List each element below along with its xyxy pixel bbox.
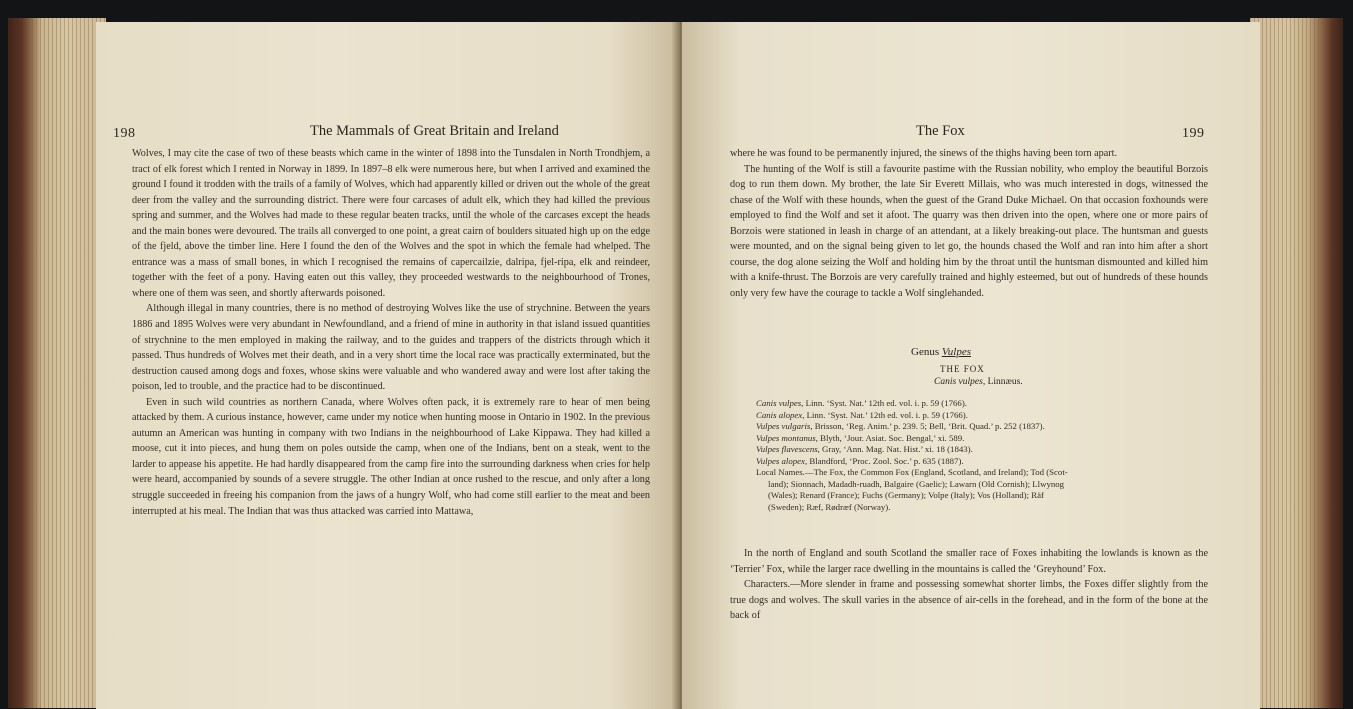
left-paragraph-2: Although illegal in many countries, there is no method of destroying Wolves like the use of strychnine. Between the years 1886 and 1895 Wolves were very abundant in Newfoundland, and a friend of mine in authority in that island issued quantities of strychnine to the men employed in making the railway, and to the guides and trappers of the districts through which it passed. Thus hundreds of Wolves met their death, and in a very short time the local race was practically exterminated, but the destruction caused among dogs and foxes, whose skins were valuable and who wandered away and were lost after taking the poison, led to trouble, and the practice had to be discontinued.	[132, 303, 650, 393]
synonym-list	[732, 398, 1206, 513]
species-author: , Linnæus.	[982, 377, 1023, 387]
right-running-head: The Fox	[916, 123, 965, 139]
genus-label: Genus	[911, 346, 940, 358]
synonym-name: Vulpes alopex	[756, 455, 805, 466]
right-paragraph-2: The hunting of the Wolf is still a favourite pastime with the Russian nobility, who employ the beautiful Borzois dog to run them down. My brother, the late Sir Everett Millais, who was much interested in dogs, witnessed the chase of the Wolf with these hounds, when the guest of the Grand Duke Michael. On that occasion foxhounds were employed to find the Wolf and set it afoot. The quarry was then driven into the open, where one or more pairs of Borzois were stationed in leash in charge of an attendant, at a likely breaking-out place. The huntsman and guests were mounted, and on the signal being given to let go, the hounds chased the Wolf and ran into him after a short course, the dog alone seizing the Wolf and holding him by the throat until the huntsman dismounted and killed him with a knife-thrust. The Borzois are very carefully trained and highly esteemed, but out of hundreds of these hounds only very few have the courage to tackle a Wolf singlehanded.	[730, 163, 1208, 299]
book-edge-left	[8, 18, 106, 708]
synonym-entry	[732, 410, 1206, 422]
synonym-entry	[732, 444, 1206, 456]
synonym-name: Vulpes flavescens	[756, 444, 818, 454]
right-paragraph-1: where he was found to be permanently injured, the sinews of the thighs having been torn apart.	[730, 148, 1118, 159]
right-page-number: 199	[1182, 126, 1205, 141]
synonym-reference: , Linn. ‘Syst. Nat.’ 12th ed. vol. i. p. 59 (1766).	[802, 409, 968, 420]
local-names-line: Local Names.—The Fox, the Common Fox (England, Scotland, and Ireland); Tod (Scot-	[756, 467, 1068, 477]
species-authority	[934, 377, 1023, 387]
genus-name: Vulpes	[941, 346, 971, 358]
synonym-reference: , Brisson, ‘Reg. Anim.’ p. 239. 5; Bell, ‘Brit. Quad.’ p. 252 (1837).	[810, 421, 1045, 431]
synonym-entry	[732, 456, 1206, 468]
synonym-name: Canis vulpes	[756, 398, 802, 408]
synonym-reference: , Blandford, ‘Proc. Zool. Soc.’ p. 635 (1887).	[804, 455, 964, 466]
left-paragraph-3: Even in such wild countries as northern Canada, where Wolves often pack, it is extremely rare to hear of men being attacked by them. A curious instance, however, came under my notice when hunting moose in Ontario in 1902. In the previous autumn an American was hunting in company with two Indians in the neighbourhood of Lake Kippawa. They had killed a moose, cut it into pieces, and hung them on poles outside the camp, when one of the Indians, bent on a steak, went to the larder to appease his appetite. He had hardly disappeared from the camp fire into the surrounding darkness when cries for help were heard, accompanied by sounds of a severe struggle. The other Indian at once rushed to the rescue, and only after a long struggle succeeded in freeing his companion from the jaws of a hungry Wolf, who had come still earlier to the meat and been interrupted at his meal. The Indian that was thus attacked was carried into Mattawa,	[132, 396, 650, 517]
synonym-entry	[732, 398, 1206, 410]
species-name: Canis vulpes	[934, 377, 983, 387]
synonym-name: Canis alopex	[756, 409, 803, 420]
right-body-text-lower	[730, 546, 1208, 624]
page-stack-right	[1250, 18, 1322, 708]
left-paragraph-1: Wolves, I may cite the case of two of these beasts which came in the winter of 1898 into the Tunsdalen in North Trondhjem, a tract of elk forest which I rented in Norway in 1899. In 1897–8 elk were numerous here, but when I arrived and examined the ground I found it trodden with the trails of a family of Wolves, which had apparently killed or driven out the whole of the great deer from the valley and the surrounding district. There were four carcases of adult elk, which they had killed the previous spring and summer, and the Wolves had made to these regular beaten tracks, until the whole of the carcases except the heads and the main bones were devoured. The trails all converged to one point, a great cairn of boulders situated high up on the edge of the fjeld, above the timber line. Here I found the den of the Wolves and the spot in which the female had whelped. The entrance was a mass of small bones, in which I recognised the remains of capercailzie, dalripa, fjel-ripa, elk and reindeer, together with the feet of a pony. Having eaten out this valley, they proceeded westwards to the neighbourhood of Trones, where one of them was seen, and shortly afterwards poisoned.	[132, 148, 650, 299]
local-names-line: (Wales); Renard (France); Fuchs (Germany); Volpe (Italy); Vos (Holland); Räf	[768, 490, 1044, 500]
right-page	[682, 22, 1260, 709]
synonym-name: Vulpes vulgaris	[756, 421, 811, 431]
left-page-number: 198	[113, 126, 136, 141]
right-paragraph-4: Characters.—More slender in frame and possessing somewhat shorter limbs, the Foxes differ slightly from the true dogs and wolves. The skull varies in the absence of air-cells in the forehead, and in the form of the bone at the back of	[730, 579, 1208, 622]
synonym-reference: , Blyth, ‘Jour. Asiat. Soc. Bengal,’ xi. 589.	[815, 432, 965, 443]
left-body-text	[132, 146, 650, 519]
genus-heading	[911, 346, 971, 358]
synonym-reference: , Linn. ‘Syst. Nat.’ 12th ed. vol. i. p. 59 (1766).	[801, 398, 967, 408]
local-names-line: (Sweden); Ræf, Rødræf (Norway).	[768, 501, 891, 512]
synonym-entry	[732, 421, 1206, 433]
right-paragraph-3: In the north of England and south Scotland the smaller race of Foxes inhabiting the lowlands is known as the ‘Terrier’ Fox, while the larger race dwelling in the mountains is called the ‘Greyhound’ Fox.	[730, 548, 1208, 575]
local-names-line: land); Sionnach, Madadh-ruadh, Balgaire (Gaelic); Lawarn (Old Cornish); Llwynog	[768, 478, 1065, 489]
species-heading: THE FOX	[940, 364, 985, 374]
page-stack-left	[28, 18, 106, 708]
synonym-reference: , Gray, ‘Ann. Mag. Nat. Hist.’ xi. 18 (1843).	[817, 444, 973, 454]
synonym-name: Vulpes montanus	[756, 432, 816, 443]
book-edge-right	[1250, 18, 1343, 708]
left-running-head: The Mammals of Great Britain and Ireland	[310, 123, 559, 139]
left-page	[96, 22, 678, 709]
right-body-text	[730, 146, 1208, 301]
synonym-entry	[732, 433, 1206, 445]
